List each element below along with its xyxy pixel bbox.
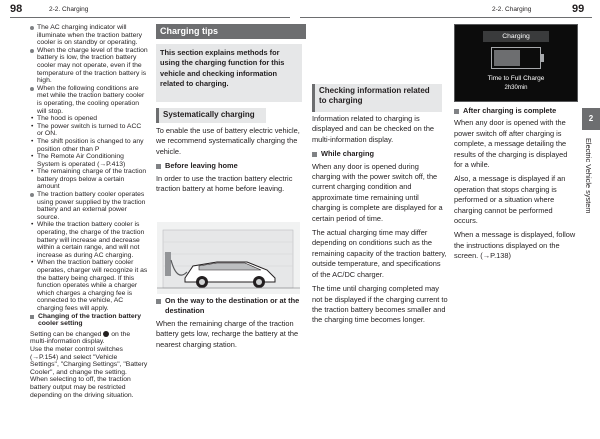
battery-icon bbox=[491, 47, 541, 69]
chapter-tab-label: Electric Vehicle system bbox=[584, 138, 593, 214]
list-item: • The shift position is changed to any position other than P bbox=[30, 138, 148, 153]
list-item: • While the traction battery cooler is operating, the charge of the traction battery will increase and decrease within a certain range, and will not increase as during AC charging. bbox=[30, 221, 148, 259]
list-item: • The hood is opened bbox=[30, 115, 148, 123]
display-time: 2h30min bbox=[504, 85, 528, 91]
gear-icon bbox=[103, 331, 109, 337]
left-page-number: 98 bbox=[10, 3, 23, 15]
systematically-charging-title: Systematically charging bbox=[156, 108, 266, 123]
list-item: • The remaining charge of the traction battery drops below a certain amount bbox=[30, 168, 148, 191]
after-charging-title: After charging is complete bbox=[454, 106, 578, 116]
list-item: The AC charging indicator will illuminate when the traction battery cooler is on standby or operating. bbox=[30, 24, 148, 47]
message-text: When a message is displayed, follow the instructions displayed on the screen. (→P.138) bbox=[454, 230, 576, 261]
list-item: • When the traction battery cooler operates, charger will recognize it as the battery being charged. If this function operates while a charger which charges a charging fee is connected to the vehicle, AC charging fees will apply. bbox=[30, 259, 148, 312]
settings-instructions: Use the meter control switches (→P.154) and select "Vehicle Settings", "Charging Settings", "Battery Cooler", and change the setting. bbox=[30, 345, 148, 376]
right-column-text bbox=[454, 106, 578, 262]
before-leaving-title: Before leaving home bbox=[156, 161, 301, 171]
header-rule-right bbox=[300, 17, 592, 18]
checking-information-title: Checking information related to charging bbox=[312, 84, 442, 112]
home-charging-illustration bbox=[157, 222, 300, 294]
after-charging-text: When any door is opened with the power switch off after charging is complete, a message detailing the results of the charging is displayed for a while. bbox=[454, 118, 568, 170]
while-charging-text: When any door is opened during charging with the power switch off, the current charging condition and approximate time remaining until charging is complete are displayed for a certain period of time. bbox=[312, 161, 443, 223]
middle-text-top bbox=[156, 126, 301, 194]
charging-tips-title: Charging tips bbox=[156, 24, 306, 39]
right-section-title: 2-2. Charging bbox=[492, 6, 532, 13]
multi-information-display bbox=[454, 24, 578, 102]
check-text: Information related to charging is displayed and can be checked on the multi-information display. bbox=[312, 114, 435, 144]
before-leaving-text: In order to use the traction battery electric traction battery at home before leaving. bbox=[156, 173, 293, 194]
on-the-way-title: On the way to the destination or at the destination bbox=[156, 296, 301, 317]
setting-paragraph: Setting can be changed on the multi-information display. bbox=[30, 330, 131, 346]
list-item: When the charge level of the traction battery is low, the traction battery cooler may not operate, even if the temperature of the traction battery is high. bbox=[30, 47, 148, 85]
settings-warning: When selecting to off, the traction battery output may be restricted depending on the driving situation. bbox=[30, 376, 134, 399]
on-the-way-text: When the remaining charge of the traction battery gets low, recharge the battery at the nearest charging station. bbox=[156, 318, 299, 349]
middle-text-bottom bbox=[156, 296, 301, 350]
list-item: • The power switch is turned to ACC or ON. bbox=[30, 123, 148, 138]
list-item: The traction battery cooler operates using power supplied by the traction battery and an external power source. bbox=[30, 191, 148, 221]
systematic-intro: To enable the use of battery electric vehicle, we recommend systematically charging the vehicle. bbox=[156, 126, 300, 156]
display-label: Time to Full Charge bbox=[487, 75, 545, 82]
right-middle-text bbox=[312, 114, 448, 326]
left-column bbox=[30, 24, 148, 399]
list-item: When the following conditions are met while the traction battery cooler is operating, the cooling operation will stop. bbox=[30, 85, 148, 115]
header-rule-left bbox=[10, 17, 290, 18]
display-status: Charging bbox=[483, 31, 549, 42]
while-charging-title: While charging bbox=[312, 149, 448, 159]
right-page-number: 99 bbox=[572, 3, 585, 15]
time-display-text: The time until charging completed may not be displayed if the charging current to the traction battery becomes smaller and the charging time becomes longer. bbox=[312, 284, 448, 325]
also-text: Also, a message is displayed if an operation that stops charging is performed or a situation where charging cannot be performed occurs. bbox=[454, 174, 566, 226]
list-item: • The Remote Air Conditioning System is operated (→P.413) bbox=[30, 153, 148, 168]
chapter-tab: 2 bbox=[582, 108, 600, 130]
actual-time-text: The actual charging time may differ depending on conditions such as the remaining capacity of the traction battery, outside temperature, and specifications of the AC/DC charger. bbox=[312, 228, 447, 279]
charging-tips-box: This section explains methods for using the charging function for this vehicle and checking information related to charging. bbox=[156, 44, 302, 102]
left-section-title: 2-2. Charging bbox=[49, 6, 89, 13]
subheading: Changing of the traction battery cooler setting bbox=[30, 313, 148, 328]
